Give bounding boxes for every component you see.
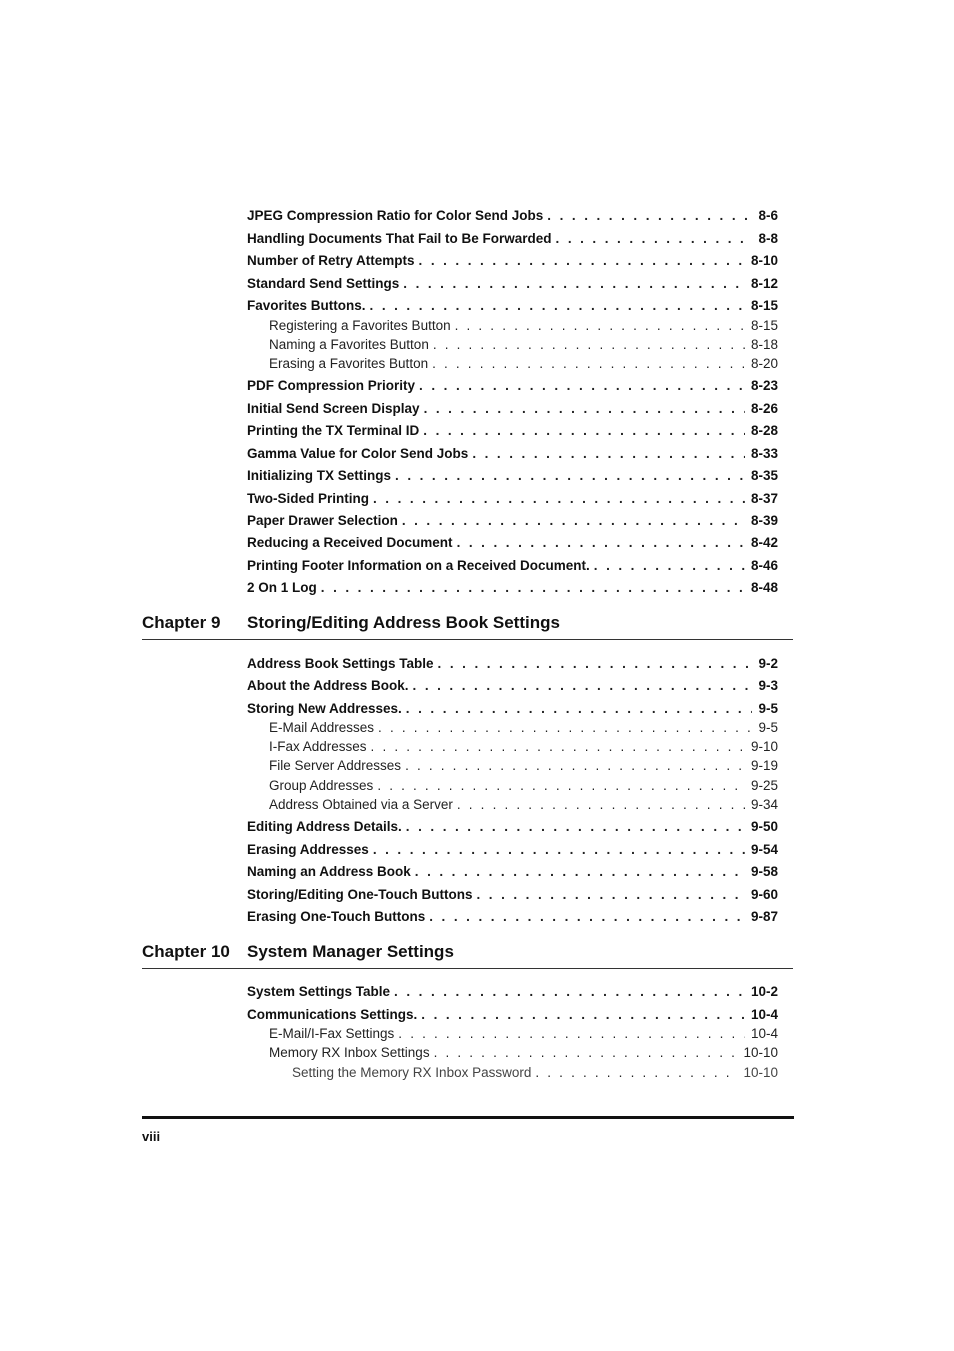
toc-entry-page: 9-5: [758, 720, 778, 735]
toc-entry[interactable]: [247, 656, 778, 671]
toc-entry-page: 8-26: [750, 401, 778, 416]
toc-entry[interactable]: [247, 909, 778, 924]
toc-entry-title: Memory RX Inbox Settings: [269, 1045, 430, 1060]
toc-entry-title: Editing Address Details.: [247, 819, 402, 834]
toc-entry-page: 9-3: [758, 678, 778, 693]
toc-entry-title: Handling Documents That Fail to Be Forwarded: [247, 231, 552, 246]
toc-entry-page: 9-10: [750, 739, 778, 754]
toc-entry-title: Initializing TX Settings: [247, 468, 392, 483]
toc-subentry[interactable]: [269, 356, 778, 371]
toc-entry-page: 9-19: [750, 758, 778, 773]
toc-entry-page: 10-10: [743, 1045, 778, 1060]
toc-entry-title: Storing New Addresses.: [247, 701, 402, 716]
footer-rule: [142, 1116, 794, 1119]
toc-entry-page: 8-8: [758, 231, 778, 246]
toc-entry-title: Number of Retry Attempts: [247, 253, 415, 268]
toc-entry-page: 8-42: [750, 535, 778, 550]
toc-entry-title: Erasing Addresses: [247, 842, 369, 857]
toc-subentry[interactable]: [269, 1045, 778, 1060]
toc-entry-title: Standard Send Settings: [247, 276, 400, 291]
toc-entry-title: Erasing a Favorites Button: [269, 356, 429, 371]
toc-entry-page: 10-4: [750, 1026, 778, 1041]
toc-entry-title: I-Fax Addresses: [269, 739, 367, 754]
toc-entry-page: 9-2: [758, 656, 778, 671]
chapter-heading[interactable]: [142, 609, 793, 640]
toc-entry[interactable]: [247, 535, 778, 550]
toc-entry-title: E-Mail Addresses: [269, 720, 375, 735]
toc-entry[interactable]: [247, 842, 778, 857]
toc-entry-title: Favorites Buttons.: [247, 298, 366, 313]
toc-entry-title: Printing the TX Terminal ID: [247, 423, 420, 438]
toc-entry-page: 8-15: [750, 318, 778, 333]
toc-subentry[interactable]: [269, 720, 778, 735]
toc-entry[interactable]: [247, 446, 778, 461]
toc-entry[interactable]: [247, 253, 778, 268]
toc-entry-title: Reducing a Received Document: [247, 535, 453, 550]
toc-entry-title: 2 On 1 Log: [247, 580, 317, 595]
toc-entry[interactable]: [247, 401, 778, 416]
toc-entry[interactable]: [247, 378, 778, 393]
toc-entry-title: Two-Sided Printing: [247, 491, 369, 506]
toc-entry[interactable]: [247, 1007, 778, 1022]
toc-subentry[interactable]: [269, 797, 778, 812]
toc-entry-page: 9-50: [750, 819, 778, 834]
toc-entry-page: 10-4: [750, 1007, 778, 1022]
chapter-number: Chapter 9: [142, 613, 221, 632]
toc-subsubentry[interactable]: [292, 1065, 778, 1080]
toc-entry[interactable]: [247, 558, 778, 573]
toc-entry-page: 9-25: [750, 778, 778, 793]
toc-entry[interactable]: [247, 819, 778, 834]
toc-entry-page: 10-10: [743, 1065, 778, 1080]
toc-subentry[interactable]: [269, 318, 778, 333]
toc-entry-title: Naming an Address Book: [247, 864, 411, 879]
toc-entry[interactable]: [247, 298, 778, 313]
toc-subentry[interactable]: [269, 758, 778, 773]
toc-entry-title: Communications Settings.: [247, 1007, 418, 1022]
chapter-number: Chapter 10: [142, 942, 230, 961]
toc-entry-page: 9-60: [750, 887, 778, 902]
toc-entry[interactable]: [247, 276, 778, 291]
toc-entry[interactable]: [247, 701, 778, 716]
toc-entry-page: 9-34: [750, 797, 778, 812]
toc-entry-page: 8-28: [750, 423, 778, 438]
toc-entry[interactable]: [247, 231, 778, 246]
toc-entry[interactable]: [247, 513, 778, 528]
toc-entry-title: Setting the Memory RX Inbox Password: [292, 1065, 532, 1080]
toc-entry-title: Group Addresses: [269, 778, 374, 793]
toc-entry-page: 8-35: [750, 468, 778, 483]
toc-entry-title: Naming a Favorites Button: [269, 337, 429, 352]
toc-entry-page: 8-18: [750, 337, 778, 352]
toc-entry-title: Storing/Editing One-Touch Buttons: [247, 887, 473, 902]
toc-subentry[interactable]: [269, 1026, 778, 1041]
toc-entry-page: 8-48: [750, 580, 778, 595]
toc-entry-page: 8-37: [750, 491, 778, 506]
toc-entry[interactable]: [247, 887, 778, 902]
toc-entry-title: System Settings Table: [247, 984, 391, 999]
toc-entry-page: 8-20: [750, 356, 778, 371]
chapter-title: Storing/Editing Address Book Settings: [247, 613, 560, 632]
toc-entry-title: Paper Drawer Selection: [247, 513, 398, 528]
toc-entry[interactable]: [247, 678, 778, 693]
toc-entry[interactable]: [247, 468, 778, 483]
toc-entry-page: 8-10: [750, 253, 778, 268]
toc-entry-page: 8-39: [750, 513, 778, 528]
toc-entry-page: 8-6: [758, 208, 778, 223]
toc-entry-title: File Server Addresses: [269, 758, 402, 773]
toc-entry-title: Erasing One-Touch Buttons: [247, 909, 426, 924]
toc-entry-page: 8-33: [750, 446, 778, 461]
chapter-heading[interactable]: [142, 938, 793, 969]
page-number: viii: [142, 1129, 161, 1144]
toc-subentry[interactable]: [269, 739, 778, 754]
toc-entry-page: 9-58: [750, 864, 778, 879]
chapter-title: System Manager Settings: [247, 942, 454, 961]
toc-entry-page: 9-5: [758, 701, 778, 716]
toc-entry-page: 8-12: [750, 276, 778, 291]
toc-entry[interactable]: [247, 864, 778, 879]
toc-entry-title: JPEG Compression Ratio for Color Send Jobs: [247, 208, 544, 223]
toc-entry-page: 9-87: [750, 909, 778, 924]
toc-entry-page: 8-46: [750, 558, 778, 573]
toc-entry[interactable]: [247, 208, 778, 223]
toc-subentry[interactable]: [269, 778, 778, 793]
toc-entry[interactable]: [247, 580, 778, 595]
toc-entry[interactable]: [247, 984, 778, 999]
toc-entry-title: Registering a Favorites Button: [269, 318, 451, 333]
toc-entry-title: PDF Compression Priority: [247, 378, 416, 393]
toc-subentry[interactable]: [269, 337, 778, 352]
toc-entry[interactable]: [247, 423, 778, 438]
toc-entry-page: 10-2: [750, 984, 778, 999]
toc-entry-title: About the Address Book.: [247, 678, 409, 693]
toc-entry-title: Initial Send Screen Display: [247, 401, 420, 416]
toc-entry-page: 8-15: [750, 298, 778, 313]
toc-entry-page: 8-23: [750, 378, 778, 393]
toc-entry-title: Address Book Settings Table: [247, 656, 434, 671]
toc-entry-title: E-Mail/I-Fax Settings: [269, 1026, 395, 1041]
toc-entry-page: 9-54: [750, 842, 778, 857]
toc-entry-title: Printing Footer Information on a Received Document.: [247, 558, 590, 573]
toc-entry-title: Address Obtained via a Server: [269, 797, 453, 812]
toc-entry[interactable]: [247, 491, 778, 506]
toc-entry-title: Gamma Value for Color Send Jobs: [247, 446, 469, 461]
